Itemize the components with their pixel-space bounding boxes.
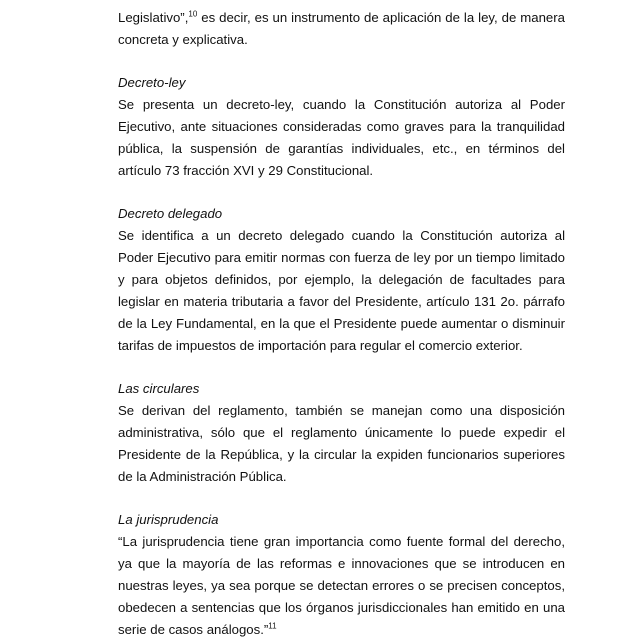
intro-paragraph xyxy=(118,7,565,51)
footnote-marker-10: 10 xyxy=(188,9,198,19)
section-heading-decreto-delegado: Decreto delegado xyxy=(118,206,223,221)
section-body-decreto-ley: Se presenta un decreto-ley, cuando la Constitución autoriza al Poder Ejecutivo, ante situaciones consideradas como graves para la tranquilidad pública, la suspensión de garantías individuales, etc., en términos del artículo 73 fracción XVI y 29 Constitucional. xyxy=(118,97,565,178)
section-body-circulares: Se derivan del reglamento, también se manejan como una disposición administrativa, sólo que el reglamento únicamente lo puede expedir el Presidente de la República, y la circular la expiden funcionarios superiores de la Administración Pública. xyxy=(118,403,565,484)
footnote-marker-11: 11 xyxy=(268,621,277,631)
section-body-jurisprudencia xyxy=(118,531,565,641)
section-body-decreto-delegado: Se identifica a un decreto delegado cuando la Constitución autoriza al Poder Ejecutivo para emitir normas con fuerza de ley por un tiempo limitado y para objetos definidos, por ejemplo, la delegación de facultades para legislar en materia tributaria a favor del Presidente, artículo 131 2o. párrafo de la Ley Fundamental, en la que el Presidente puede aumentar o disminuir tarifas de impuestos de importación para regular el comercio exterior. xyxy=(118,228,565,353)
section-heading-decreto-ley: Decreto-ley xyxy=(118,75,186,90)
section-heading-jurisprudencia: La jurisprudencia xyxy=(118,512,219,527)
intro-text-before: Legislativo”, xyxy=(118,10,189,25)
document-page xyxy=(118,7,565,641)
section-heading-circulares: Las circulares xyxy=(118,381,200,396)
intro-text-after: es decir, es un instrumento de aplicación de la ley, de manera concreta y explicativa. xyxy=(118,10,565,47)
jurisprudencia-quote: “La jurisprudencia tiene gran importancia como fuente formal del derecho, ya que la mayoría de las reformas e innovaciones que se introducen en nuestras leyes, ya sea porque se detectan errores o se precisen conceptos, obedecen a sentencias que los órganos jurisdiccionales han emitido en una serie de casos análogos.” xyxy=(118,534,565,637)
